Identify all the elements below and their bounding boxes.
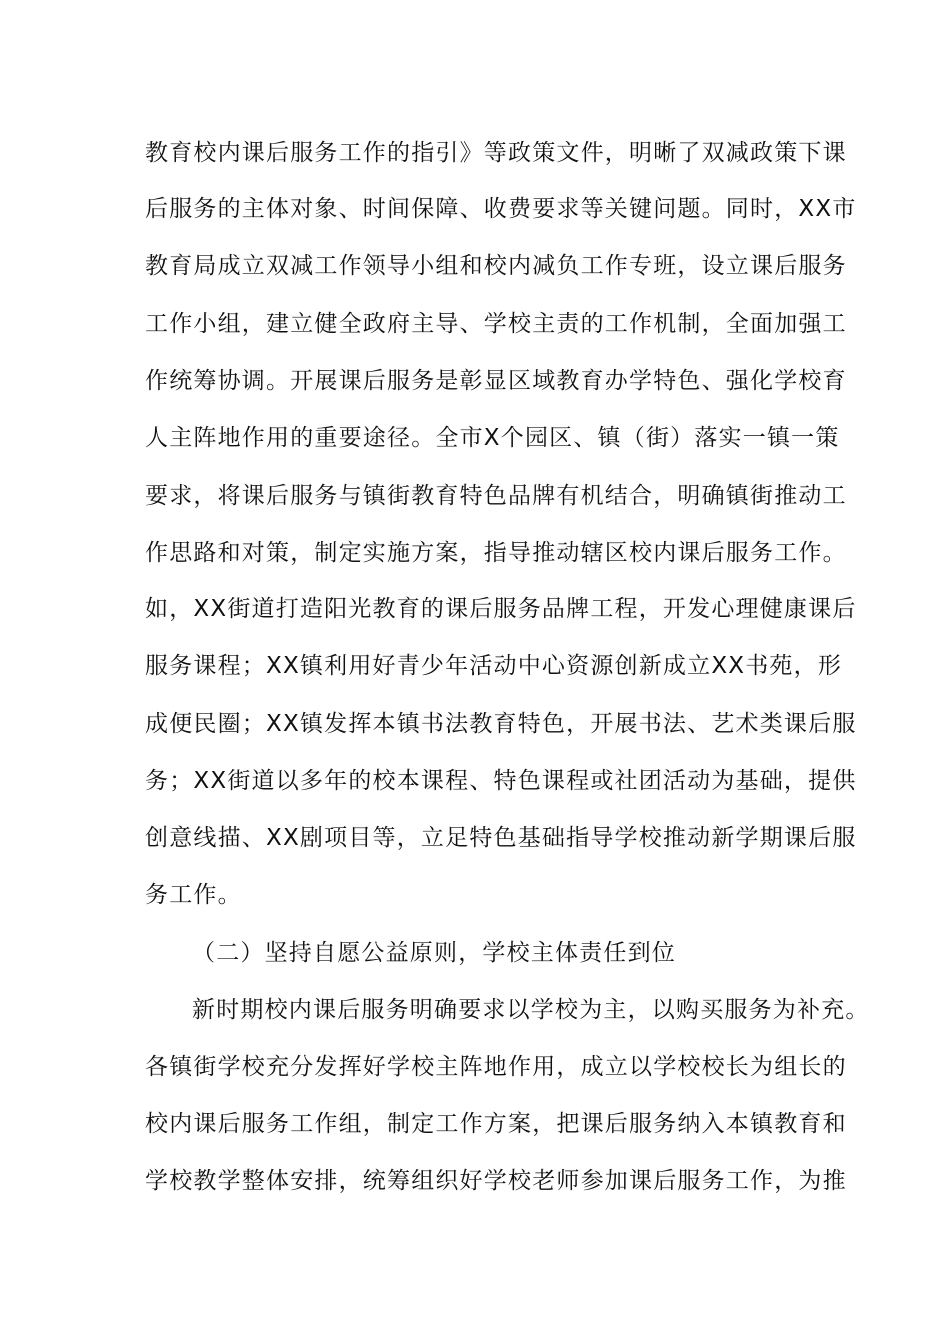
paragraph-line: 务；XX街道以多年的校本课程、特色课程或社团活动为基础，提供 <box>145 768 857 794</box>
paragraph-line: 创意线描、XX剧项目等，立足特色基础指导学校推动新学期课后服 <box>145 825 857 851</box>
paragraph-line: 后服务的主体对象、时间保障、收费要求等关键问题。同时，XX市 <box>145 196 857 222</box>
paragraph-line: 校内课后服务工作组，制定工作方案，把课后服务纳入本镇教育和 <box>145 1111 847 1137</box>
paragraph-line: 教育局成立双减工作领导小组和校内减负工作专班，设立课后服务 <box>145 253 847 279</box>
paragraph-line: 各镇街学校充分发挥好学校主阵地作用，成立以学校校长为组长的 <box>145 1054 847 1080</box>
paragraph-line: 作思路和对策，制定实施方案，指导推动辖区校内课后服务工作。 <box>145 540 847 566</box>
paragraph-line: 作统筹协调。开展课后服务是彰显区域教育办学特色、强化学校育 <box>145 368 847 394</box>
paragraph-line: 务工作。 <box>145 882 242 908</box>
section-heading: （二）坚持自愿公益原则，学校主体责任到位 <box>192 940 676 966</box>
paragraph-line: 成便民圈；XX镇发挥本镇书法教育特色，开展书法、艺术类课后服 <box>145 711 857 737</box>
paragraph-line: 教育校内课后服务工作的指引》等政策文件，明晰了双减政策下课 <box>145 140 847 166</box>
paragraph-line: 工作小组，建立健全政府主导、学校主责的工作机制，全面加强工 <box>145 311 847 337</box>
paragraph-line: 要求，将课后服务与镇街教育特色品牌有机结合，明确镇街推动工 <box>145 483 847 509</box>
paragraph-line: 服务课程；XX镇利用好青少年活动中心资源创新成立XX书苑，形 <box>145 653 843 679</box>
paragraph-line: 如，XX街道打造阳光教育的课后服务品牌工程，开发心理健康课后 <box>145 596 857 622</box>
paragraph-line: 学校教学整体安排，统筹组织好学校老师参加课后服务工作，为推 <box>145 1168 847 1194</box>
paragraph-line: 人主阵地作用的重要途径。全市X个园区、镇（街）落实一镇一策 <box>145 425 840 451</box>
paragraph-line: 新时期校内课后服务明确要求以学校为主，以购买服务为补充。 <box>192 997 870 1023</box>
